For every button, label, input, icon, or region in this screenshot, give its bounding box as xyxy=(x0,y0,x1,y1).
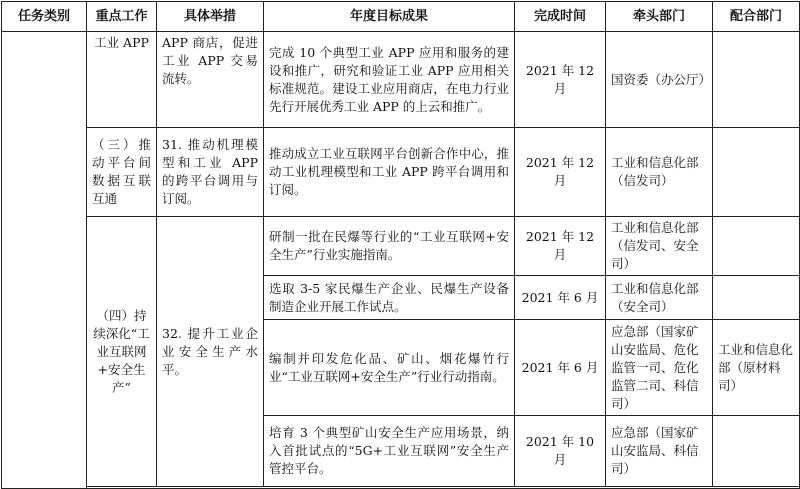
task-table xyxy=(1,1,800,489)
goal-cell: 选取 3-5 家民爆生产企业、民爆生产设备制造企业开展工作试点。 xyxy=(264,276,515,320)
time-cell: 2021 年 12 月 xyxy=(515,32,606,128)
measure-cell: 32. 提升工业企业安全生产水平。 xyxy=(157,217,264,487)
support-dept-cell xyxy=(713,217,800,276)
support-dept-cell xyxy=(713,276,800,320)
header-row xyxy=(2,2,800,32)
time-cell: 2021 年 6 月 xyxy=(515,320,606,416)
header-time: 完成时间 xyxy=(515,2,606,32)
table-row xyxy=(2,128,800,217)
table-row xyxy=(2,32,800,128)
header-support-dept: 配合部门 xyxy=(713,2,800,32)
time-cell: 2021 年 12 月 xyxy=(515,128,606,217)
table-row xyxy=(2,217,800,276)
goal-cell: 培育 3 个典型矿山安全生产应用场景，纳入首批试点的“5G+工业互联网”安全生产管控平台。 xyxy=(264,416,515,487)
lead-dept-cell: 工业和信息化部（信发司、安全司） xyxy=(606,217,713,276)
table-bottom-spacer xyxy=(2,487,800,489)
header-key-work: 重点工作 xyxy=(87,2,157,32)
header-measure: 具体举措 xyxy=(157,2,264,32)
header-goal: 年度目标成果 xyxy=(264,2,515,32)
spacer-cell xyxy=(87,487,800,489)
goal-cell: 研制一批在民爆等行业的“工业互联网+安全生产”行业实施指南。 xyxy=(264,217,515,276)
time-cell: 2021 年 12 月 xyxy=(515,217,606,276)
key-work-cell: （三）推动平台间数据互联互通 xyxy=(87,128,157,217)
measure-cell: 31. 推动机理模型和工业 APP 的跨平台调用与订阅。 xyxy=(157,128,264,217)
time-cell: 2021 年 10 月 xyxy=(515,416,606,487)
goal-cell: 编制并印发危化品、矿山、烟花爆竹行业“工业互联网+安全生产”行业行动指南。 xyxy=(264,320,515,416)
lead-dept-cell: 应急部（国家矿山安监局、危化监管一司、危化监管二司、科信司） xyxy=(606,320,713,416)
goal-cell: 推动成立工业互联网平台创新合作中心，推动工业机理模型和工业 APP 跨平台调用和订阅。 xyxy=(264,128,515,217)
header-lead-dept: 牵头部门 xyxy=(606,2,713,32)
support-dept-cell xyxy=(713,32,800,128)
lead-dept-cell: 工业和信息化部（信发司） xyxy=(606,128,713,217)
goal-cell: 完成 10 个典型工业 APP 应用和服务的建设和推广，研究和验证工业 APP 应用相关标准规范。建设工业应用商店，在电力行业先行开展优秀工业 APP 的上云和推广。 xyxy=(264,32,515,128)
support-dept-cell xyxy=(713,128,800,217)
key-work-cell: （四）持续深化“工业互联网+安全生产” xyxy=(87,217,157,487)
header-task-category: 任务类别 xyxy=(2,2,87,32)
task-category-cell xyxy=(2,32,87,489)
time-cell: 2021 年 6 月 xyxy=(515,276,606,320)
measure-cell: APP 商店，促进工业 APP 交易流转。 xyxy=(157,32,264,128)
support-dept-cell: 工业和信息化部（原材料司） xyxy=(713,320,800,416)
support-dept-cell xyxy=(713,416,800,487)
lead-dept-cell: 应急部（国家矿山安监局、科信司） xyxy=(606,416,713,487)
key-work-cell: 工业 APP xyxy=(87,32,157,128)
lead-dept-cell: 国资委（办公厅） xyxy=(606,32,713,128)
lead-dept-cell: 工业和信息化部（安全司） xyxy=(606,276,713,320)
